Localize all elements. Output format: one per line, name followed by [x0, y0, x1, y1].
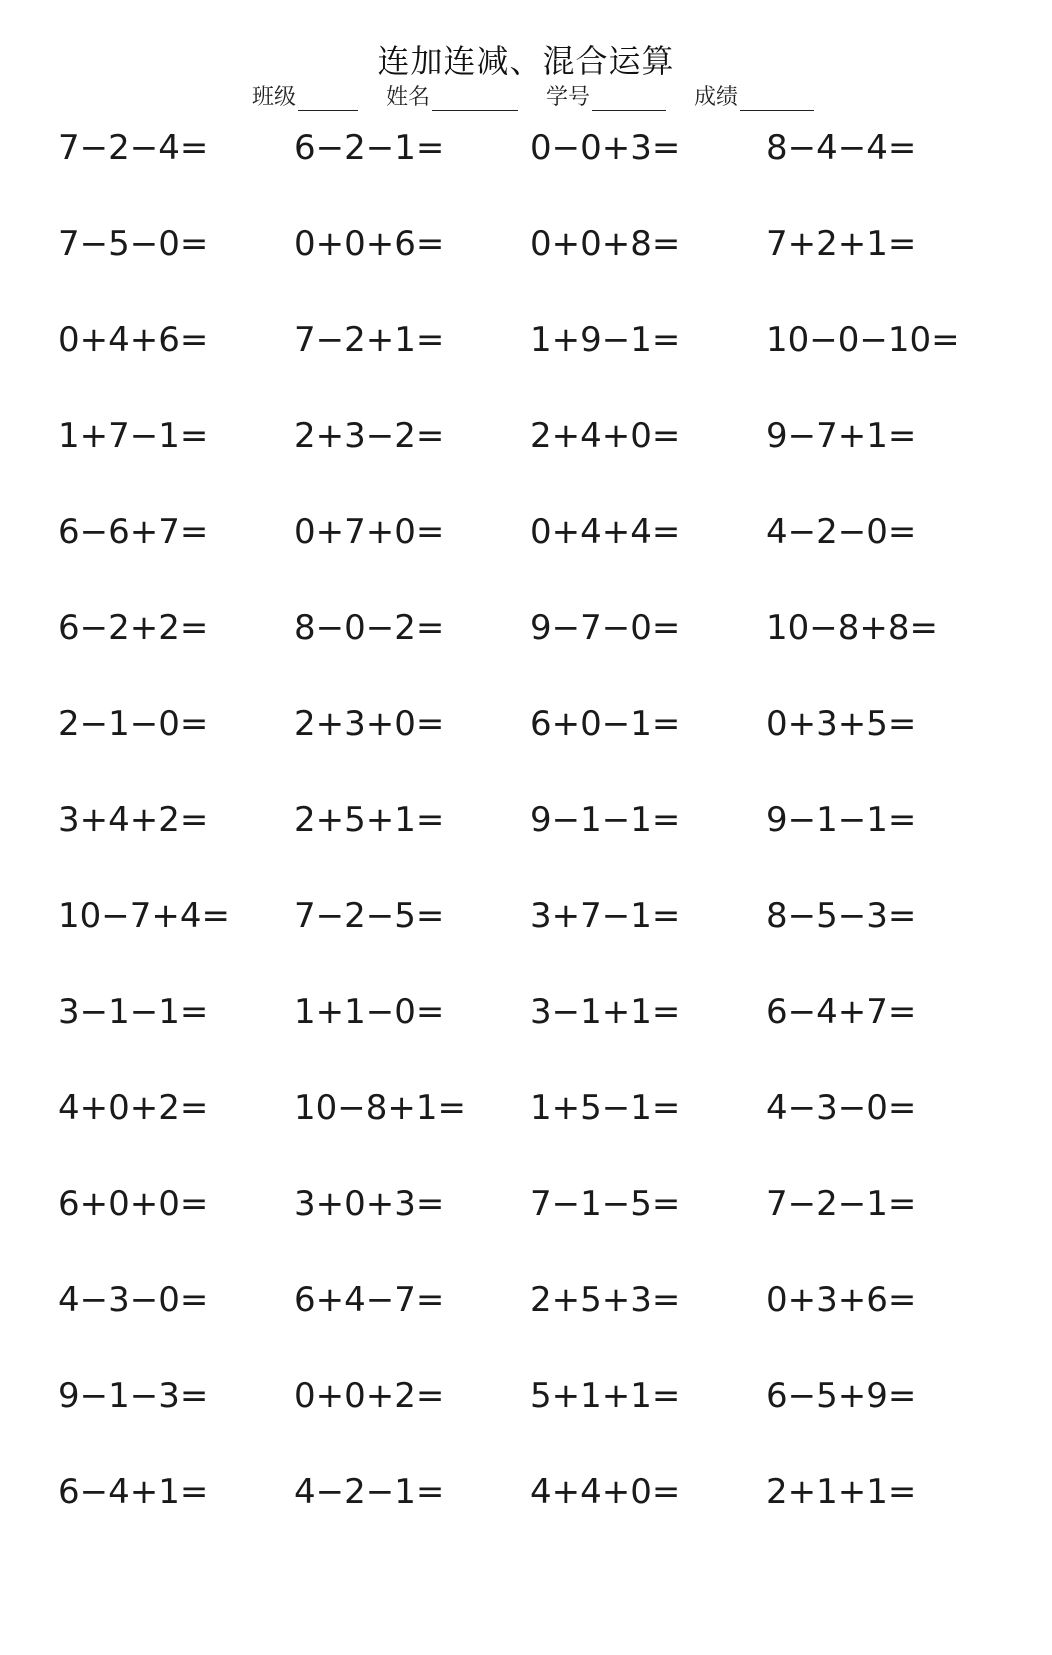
math-problem: 4−3−0= [58, 1280, 209, 1320]
math-problem: 0−0+3= [530, 128, 681, 168]
math-problem: 0+4+6= [58, 320, 209, 360]
class-blank[interactable] [298, 86, 358, 111]
math-problem: 9−7+1= [766, 416, 917, 456]
math-problem: 9−7−0= [530, 608, 681, 648]
math-problem: 0+0+2= [294, 1376, 445, 1416]
math-problem: 6−6+7= [58, 512, 209, 552]
math-problem: 10−8+8= [766, 608, 938, 648]
math-problem: 3−1−1= [58, 992, 209, 1032]
math-problem: 6−4+1= [58, 1472, 209, 1512]
math-problem: 7−1−5= [530, 1184, 681, 1224]
worksheet-title: 连加连减、混合运算 [377, 42, 675, 80]
math-problem: 4+4+0= [530, 1472, 681, 1512]
math-problem: 3+0+3= [294, 1184, 445, 1224]
math-problem: 3+4+2= [58, 800, 209, 840]
name-label: 姓名 [386, 85, 431, 110]
math-problem: 0+7+0= [294, 512, 445, 552]
student-info-row [252, 80, 814, 111]
math-problem: 10−0−10= [766, 320, 960, 360]
name-blank[interactable] [432, 86, 518, 111]
math-problem: 1+5−1= [530, 1088, 681, 1128]
math-problem: 7−5−0= [58, 224, 209, 264]
math-problem: 10−7+4= [58, 896, 230, 936]
math-problem: 3−1+1= [530, 992, 681, 1032]
math-problem: 8−5−3= [766, 896, 917, 936]
math-problem: 9−1−1= [530, 800, 681, 840]
math-problem: 0+3+6= [766, 1280, 917, 1320]
math-problem: 8−0−2= [294, 608, 445, 648]
score-label: 成绩 [694, 85, 739, 110]
math-problem: 9−1−1= [766, 800, 917, 840]
math-problem: 7−2−4= [58, 128, 209, 168]
math-problem: 8−4−4= [766, 128, 917, 168]
math-problem: 1+9−1= [530, 320, 681, 360]
score-field [694, 80, 814, 111]
student-id-blank[interactable] [592, 86, 666, 111]
math-problem: 1+1−0= [294, 992, 445, 1032]
math-problem: 5+1+1= [530, 1376, 681, 1416]
math-problem: 6−4+7= [766, 992, 917, 1032]
math-problem: 7−2−5= [294, 896, 445, 936]
math-problem: 2+3−2= [294, 416, 445, 456]
name-field [386, 80, 518, 111]
math-problem: 10−8+1= [294, 1088, 466, 1128]
math-problem: 0+0+8= [530, 224, 681, 264]
class-field [252, 80, 358, 111]
score-blank[interactable] [740, 86, 814, 111]
math-problem: 7−2−1= [766, 1184, 917, 1224]
math-problem: 6+4−7= [294, 1280, 445, 1320]
math-problem: 4−3−0= [766, 1088, 917, 1128]
problem-grid [58, 126, 1018, 1566]
math-problem: 9−1−3= [58, 1376, 209, 1416]
math-problem: 6−2−1= [294, 128, 445, 168]
student-id-label: 学号 [546, 85, 591, 110]
math-problem: 6+0+0= [58, 1184, 209, 1224]
math-problem: 7−2+1= [294, 320, 445, 360]
math-problem: 2+4+0= [530, 416, 681, 456]
math-problem: 0+3+5= [766, 704, 917, 744]
math-problem: 4+0+2= [58, 1088, 209, 1128]
math-problem: 6−2+2= [58, 608, 209, 648]
student-id-field [546, 80, 666, 111]
math-problem: 2+3+0= [294, 704, 445, 744]
class-label: 班级 [252, 85, 297, 110]
math-problem: 2+1+1= [766, 1472, 917, 1512]
math-problem: 0+4+4= [530, 512, 681, 552]
math-problem: 2−1−0= [58, 704, 209, 744]
math-problem: 2+5+3= [530, 1280, 681, 1320]
math-problem: 0+0+6= [294, 224, 445, 264]
math-problem: 1+7−1= [58, 416, 209, 456]
math-problem: 3+7−1= [530, 896, 681, 936]
math-problem: 2+5+1= [294, 800, 445, 840]
math-problem: 4−2−0= [766, 512, 917, 552]
math-problem: 4−2−1= [294, 1472, 445, 1512]
math-problem: 6−5+9= [766, 1376, 917, 1416]
math-problem: 6+0−1= [530, 704, 681, 744]
math-problem: 7+2+1= [766, 224, 917, 264]
